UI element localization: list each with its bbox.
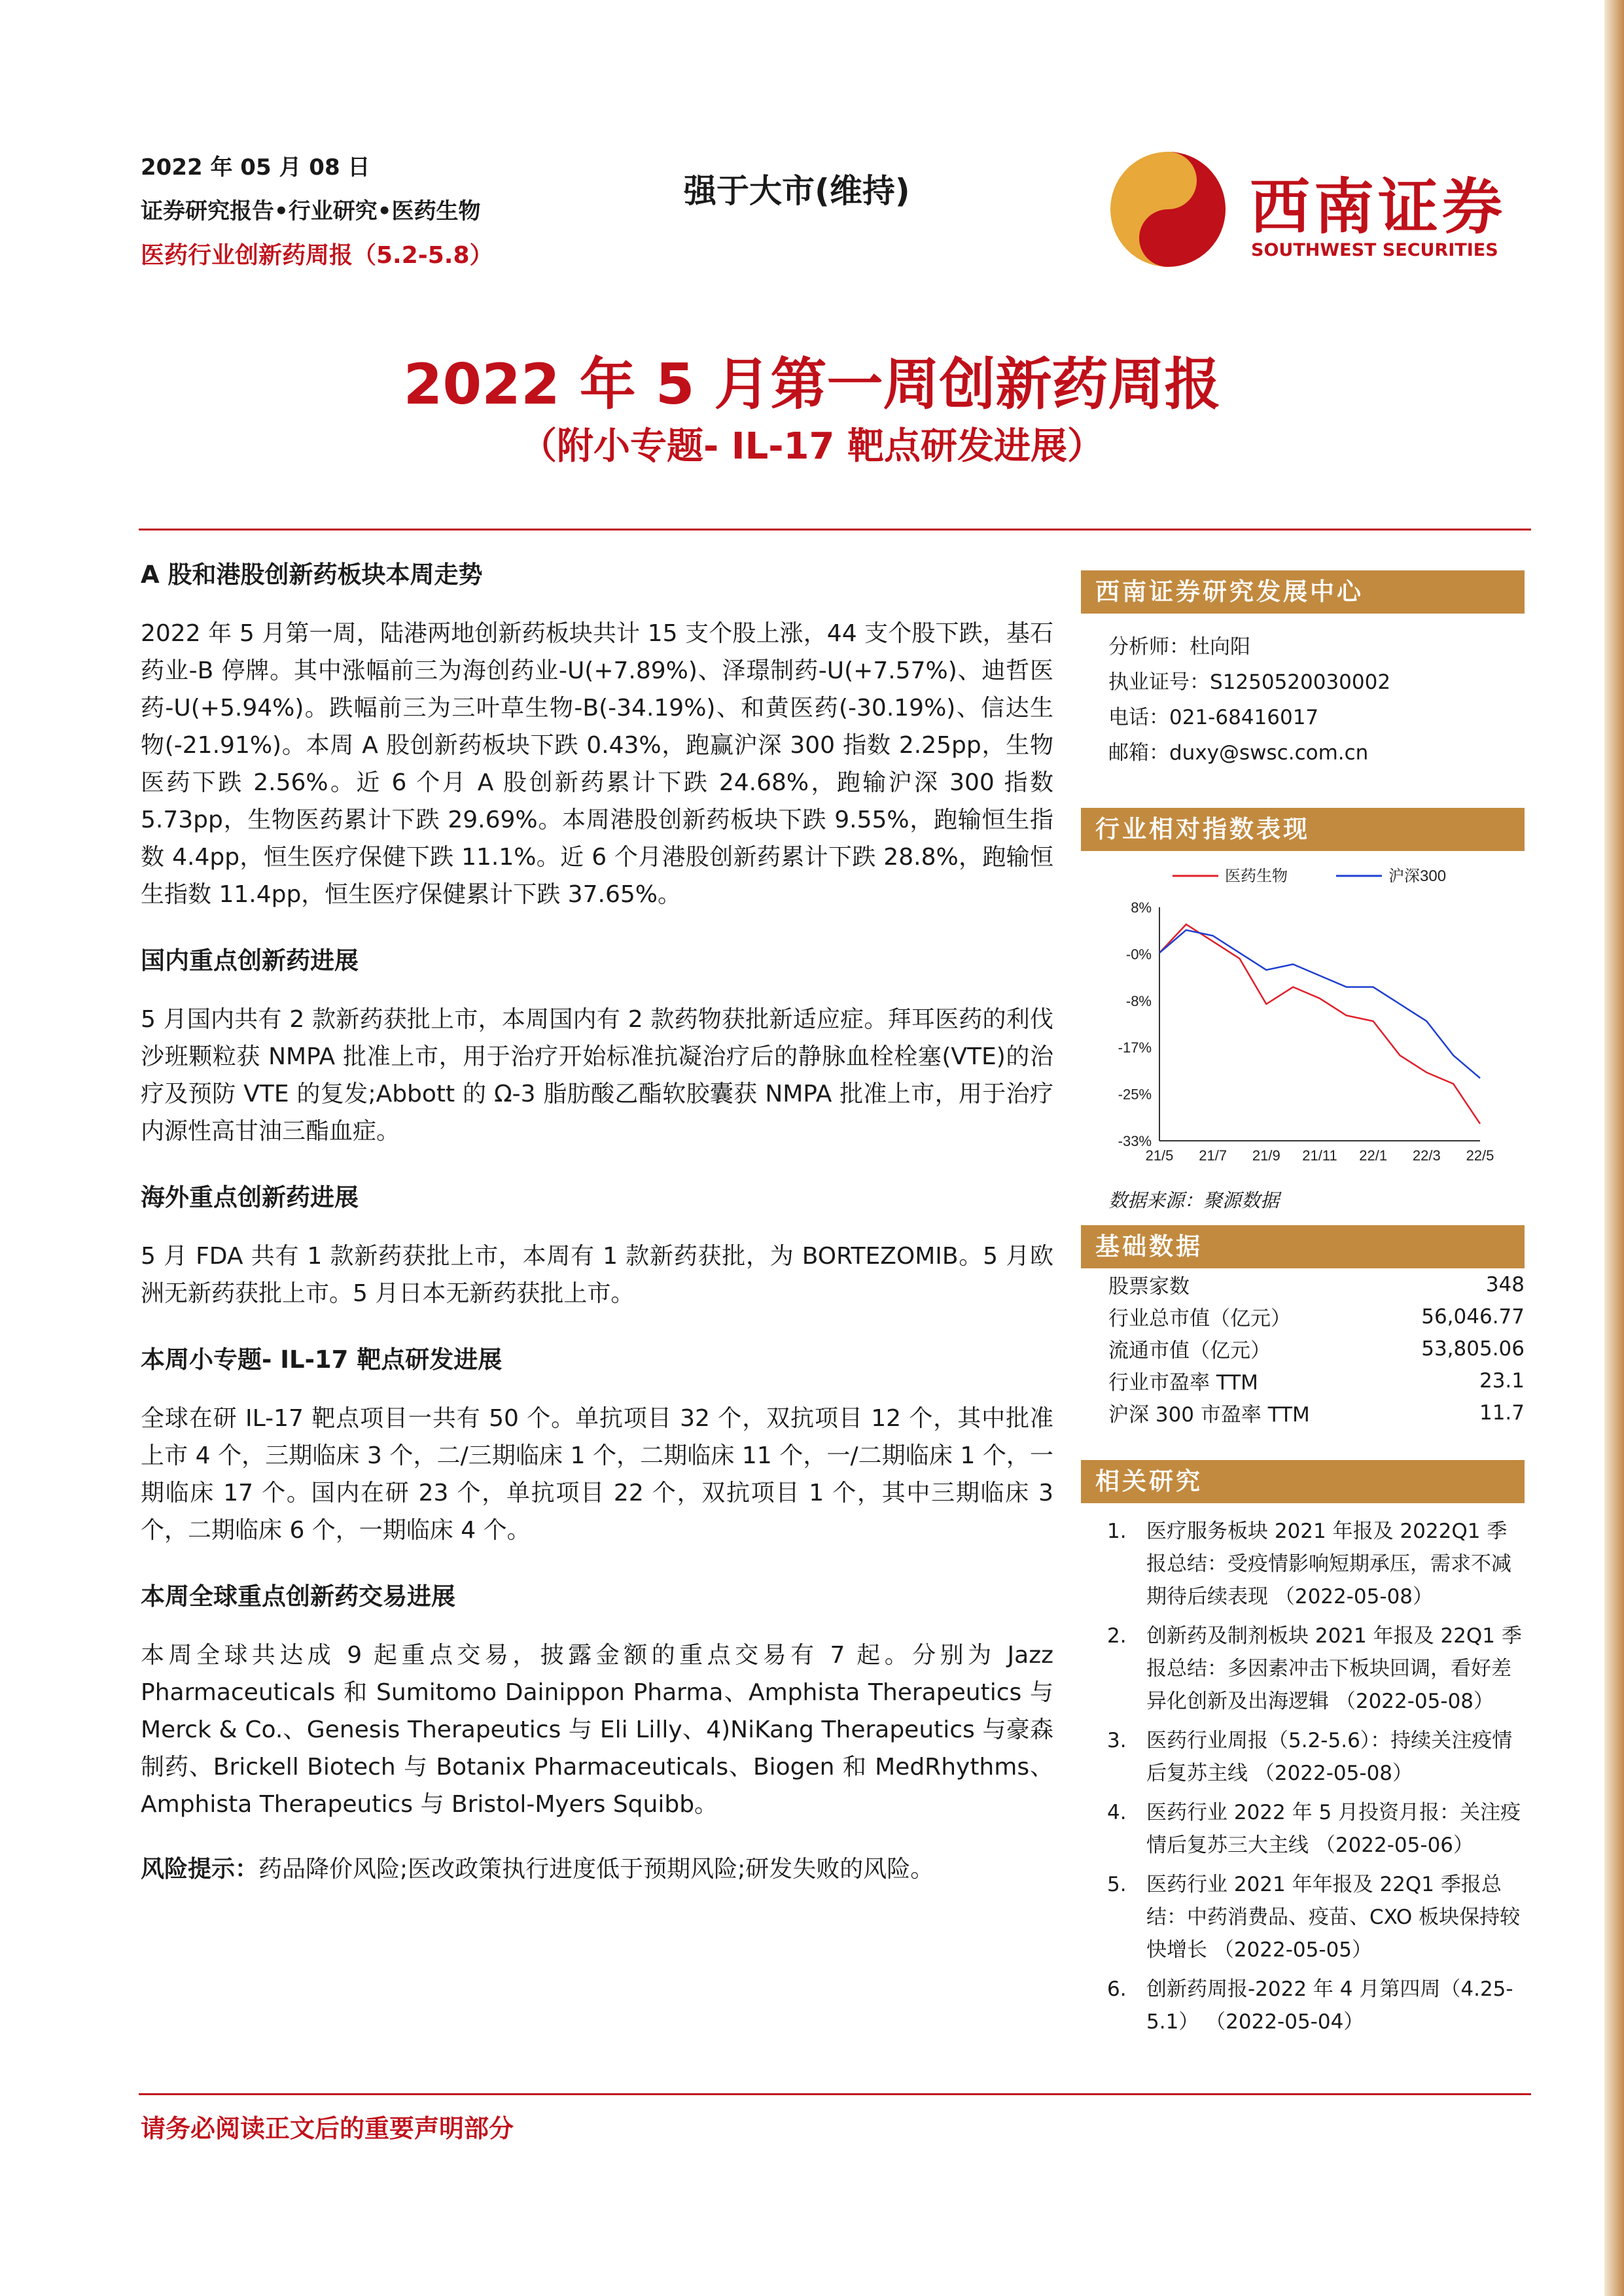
- page-subtitle: （附小专题- IL-17 靶点研发进展）: [520, 425, 1104, 468]
- row-label: 行业市盈率 TTM: [1108, 1371, 1258, 1395]
- item-text: 创新药及制剂板块 2021 年报及 22Q1 季报总结：多因素冲击下板块回调，看好差异化创新及出海逻辑 （2022-05-08）: [1146, 1624, 1522, 1713]
- section-heading: 本周全球重点创新药交易进展: [141, 1582, 455, 1610]
- section-body: 5 月 FDA 共有 1 款新药获批上市，本周有 1 款新药获批，为 BORTEZOMIB。5 月欧洲无新药获批上市。5 月日本无新药获批上市。: [141, 1243, 1053, 1307]
- series-line: [1159, 924, 1480, 1124]
- item-text: 医药行业 2022 年 5 月投资月报：关注疫情后复苏三大主线 （2022-05-06）: [1146, 1801, 1521, 1857]
- item-number: 3.: [1107, 1729, 1127, 1752]
- item-text: 创新药周报-2022 年 4 月第四周（4.25-5.1） （2022-05-04）: [1146, 1977, 1513, 2034]
- y-tick-label: -17%: [1118, 1039, 1152, 1056]
- legend-label: 沪深300: [1388, 867, 1447, 885]
- logo-emblem-icon: [1106, 147, 1230, 271]
- x-tick-label: 21/5: [1145, 1147, 1174, 1164]
- risk-label: 风险提示：: [141, 1856, 259, 1883]
- index-chart-panel: [1081, 808, 1525, 1213]
- x-tick-label: 22/1: [1359, 1147, 1388, 1164]
- relative-index-chart: [1081, 856, 1525, 1177]
- logo-text-en: SOUTHWEST SECURITIES: [1251, 240, 1498, 260]
- footer-divider: [139, 2093, 1531, 2095]
- basic-data-panel: [1081, 1225, 1525, 1429]
- page-title: 2022 年 5 月第一周创新药周报: [403, 352, 1221, 417]
- item-number: 5.: [1107, 1873, 1127, 1896]
- y-tick-label: 8%: [1131, 899, 1152, 916]
- item-text: 医药行业周报（5.2-5.6）：持续关注疫情后复苏主线 （2022-05-08）: [1146, 1729, 1513, 1785]
- x-tick-label: 21/9: [1252, 1147, 1280, 1164]
- row-label: 行业总市值（亿元）: [1108, 1307, 1291, 1331]
- y-tick-label: -25%: [1118, 1086, 1152, 1103]
- y-tick-label: -33%: [1118, 1133, 1152, 1149]
- table-row: [1108, 1300, 1525, 1332]
- section-body: 全球在研 IL-17 靶点项目一共有 50 个。单抗项目 32 个，双抗项目 12 个，其中批准上市 4 个，三期临床 3 个，二/三期临床 1 个，二期临床 11 个，一/二期临床 1 个，一期临床 17 个。国内在研 23 个，单抗项目 22 个，双抗项目 1 个，其中三期临床 3 个，二期临床 6 个，一期临床 4 个。: [141, 1405, 1053, 1544]
- x-tick-label: 21/11: [1302, 1147, 1337, 1164]
- item-number: 1.: [1107, 1520, 1127, 1543]
- row-value: 53,805.06: [1421, 1336, 1525, 1361]
- section-domestic: [141, 941, 1053, 1150]
- item-text: 医药行业 2021 年年报及 22Q1 季报总结：中药消费品、疫苗、CXO 板块保持较快增长 （2022-05-05）: [1146, 1873, 1521, 1962]
- x-tick-label: 21/7: [1199, 1147, 1227, 1164]
- table-row: [1108, 1365, 1525, 1397]
- section-heading: 海外重点创新药进展: [141, 1183, 359, 1211]
- section-deals: [141, 1576, 1053, 1823]
- southwest-securities-logo: [1106, 147, 1507, 271]
- section-body: 5 月国内共有 2 款新药获批上市，本周国内有 2 款药物获批新适应症。拜耳医药的利伐沙班颗粒获 NMPA 批准上市，用于治疗开始标准抗凝治疗后的静脉血栓栓塞(VTE)的治疗及预防 VTE 的复发;Abbott 的 Ω-3 脂肪酸乙酯软胶囊获 NMPA 批准上市，用于治疗内源性高甘油三酯血症。: [141, 1006, 1053, 1145]
- list-item[interactable]: [1081, 1515, 1525, 1613]
- row-value: 11.7: [1479, 1400, 1525, 1425]
- report-type: 证券研究报告•行业研究•医药生物: [141, 198, 481, 224]
- section-body: 本周全球共达成 9 起重点交易，披露金额的重点交易有 7 起。分别为 Jazz Pharmaceuticals 和 Sumitomo Dainippon Pharma、Amphista Therapeutics 与 Merck & Co.、Genesis Therapeutics 与 Eli Lilly、4)NiKang Therapeutics 与豪森制药、Brickell Biotech 与 Botanix Pharmaceuticals、Biogen 和 MedRhythms、Amphista Therapeutics 与 Bristol-Myers Squibb。: [141, 1642, 1053, 1818]
- section-il17: [141, 1340, 1053, 1549]
- list-item[interactable]: [1081, 1620, 1525, 1718]
- section-heading: A 股和港股创新药板块本周走势: [141, 561, 483, 589]
- report-date: 2022 年 05 月 08 日: [141, 154, 370, 181]
- row-label: 沪深 300 市盈率 TTM: [1108, 1403, 1310, 1427]
- list-item[interactable]: [1081, 1796, 1525, 1862]
- analyst-phone: 电话：021-68416017: [1108, 706, 1319, 729]
- risk-warning: [141, 1851, 1053, 1888]
- legend-label: 医药生物: [1225, 867, 1288, 885]
- table-row: [1108, 1397, 1525, 1429]
- logo-text-cn: 西南证券: [1250, 171, 1507, 242]
- list-item[interactable]: [1081, 1724, 1525, 1790]
- center-title-bar: 西南证券研究发展中心: [1081, 570, 1525, 614]
- row-label: 股票家数: [1108, 1275, 1190, 1298]
- risk-text: 药品降价风险;医改政策执行进度低于预期风险;研发失败的风险。: [258, 1856, 934, 1883]
- list-item[interactable]: [1081, 1868, 1525, 1966]
- report-name: 医药行业创新药周报（5.2-5.8）: [141, 242, 493, 269]
- section-a-share-hk: [141, 555, 1053, 913]
- analyst-license: 执业证号：S1250520030002: [1108, 670, 1391, 694]
- basic-title-bar: 基础数据: [1081, 1225, 1525, 1268]
- header-divider: [139, 529, 1531, 531]
- row-value: 348: [1485, 1272, 1525, 1296]
- list-item[interactable]: [1081, 1973, 1525, 2038]
- item-text: 医疗服务板块 2021 年报及 2022Q1 季报总结：受疫情影响短期承压，需求不减期待后续表现 （2022-05-08）: [1146, 1520, 1511, 1609]
- y-tick-label: -8%: [1125, 992, 1152, 1009]
- analyst-name: 分析师：杜向阳: [1108, 635, 1250, 659]
- x-tick-label: 22/5: [1466, 1147, 1494, 1164]
- table-row: [1108, 1332, 1525, 1365]
- analyst-panel: [1081, 570, 1525, 771]
- item-number: 4.: [1107, 1801, 1127, 1824]
- item-number: 6.: [1107, 1977, 1127, 2001]
- series-line: [1159, 930, 1480, 1078]
- table-row: [1108, 1268, 1525, 1300]
- basic-data-table: [1108, 1268, 1525, 1429]
- related-title-bar: 相关研究: [1081, 1460, 1525, 1503]
- related-research-panel: [1081, 1460, 1525, 2045]
- chart-source: 数据来源：聚源数据: [1108, 1189, 1280, 1211]
- item-number: 2.: [1107, 1624, 1127, 1648]
- chart-title-bar: 行业相对指数表现: [1081, 808, 1525, 851]
- section-heading: 本周小专题- IL-17 靶点研发进展: [141, 1346, 503, 1374]
- y-tick-label: -0%: [1125, 946, 1152, 963]
- x-tick-label: 22/3: [1412, 1147, 1441, 1164]
- rating: 强于大市(维持): [684, 172, 910, 210]
- footer-disclaimer: 请务必阅读正文后的重要声明部分: [141, 2114, 514, 2143]
- section-overseas: [141, 1177, 1053, 1312]
- row-label: 流通市值（亿元）: [1108, 1339, 1271, 1363]
- main-content: [141, 555, 1053, 1888]
- row-value: 56,046.77: [1421, 1304, 1525, 1329]
- section-heading: 国内重点创新药进展: [141, 947, 359, 975]
- analyst-email[interactable]: 邮箱：duxy@swsc.com.cn: [1108, 741, 1369, 765]
- section-body: 2022 年 5 月第一周，陆港两地创新药板块共计 15 支个股上涨，44 支个股下跌，基石药业-B 停牌。其中涨幅前三为海创药业-U(+7.89%)、泽璟制药-U(+7.57%)、迪哲医药-U(+5.94%)。跌幅前三为三叶草生物-B(-34.19%)、和黄医药(-30.19%)、信达生物(-21.91%)。本周 A 股创新药板块下跌 0.43%，跑赢沪深 300 指数 2.25pp，生物医药下跌 2.56%。近 6 个月 A 股创新药累计下跌 24.68%，跑输沪深 300 指数 5.73pp，生物医药累计下跌 29.69%。本周港股创新药板块下跌 9.55%，跑输恒生指数 4.4pp，恒生医疗保健下跌 11.1%。近 6 个月港股创新药累计下跌 28.8%，跑输恒生指数 11.4pp，恒生医疗保健累计下跌 37.65%。: [141, 620, 1053, 908]
- row-value: 23.1: [1479, 1368, 1525, 1393]
